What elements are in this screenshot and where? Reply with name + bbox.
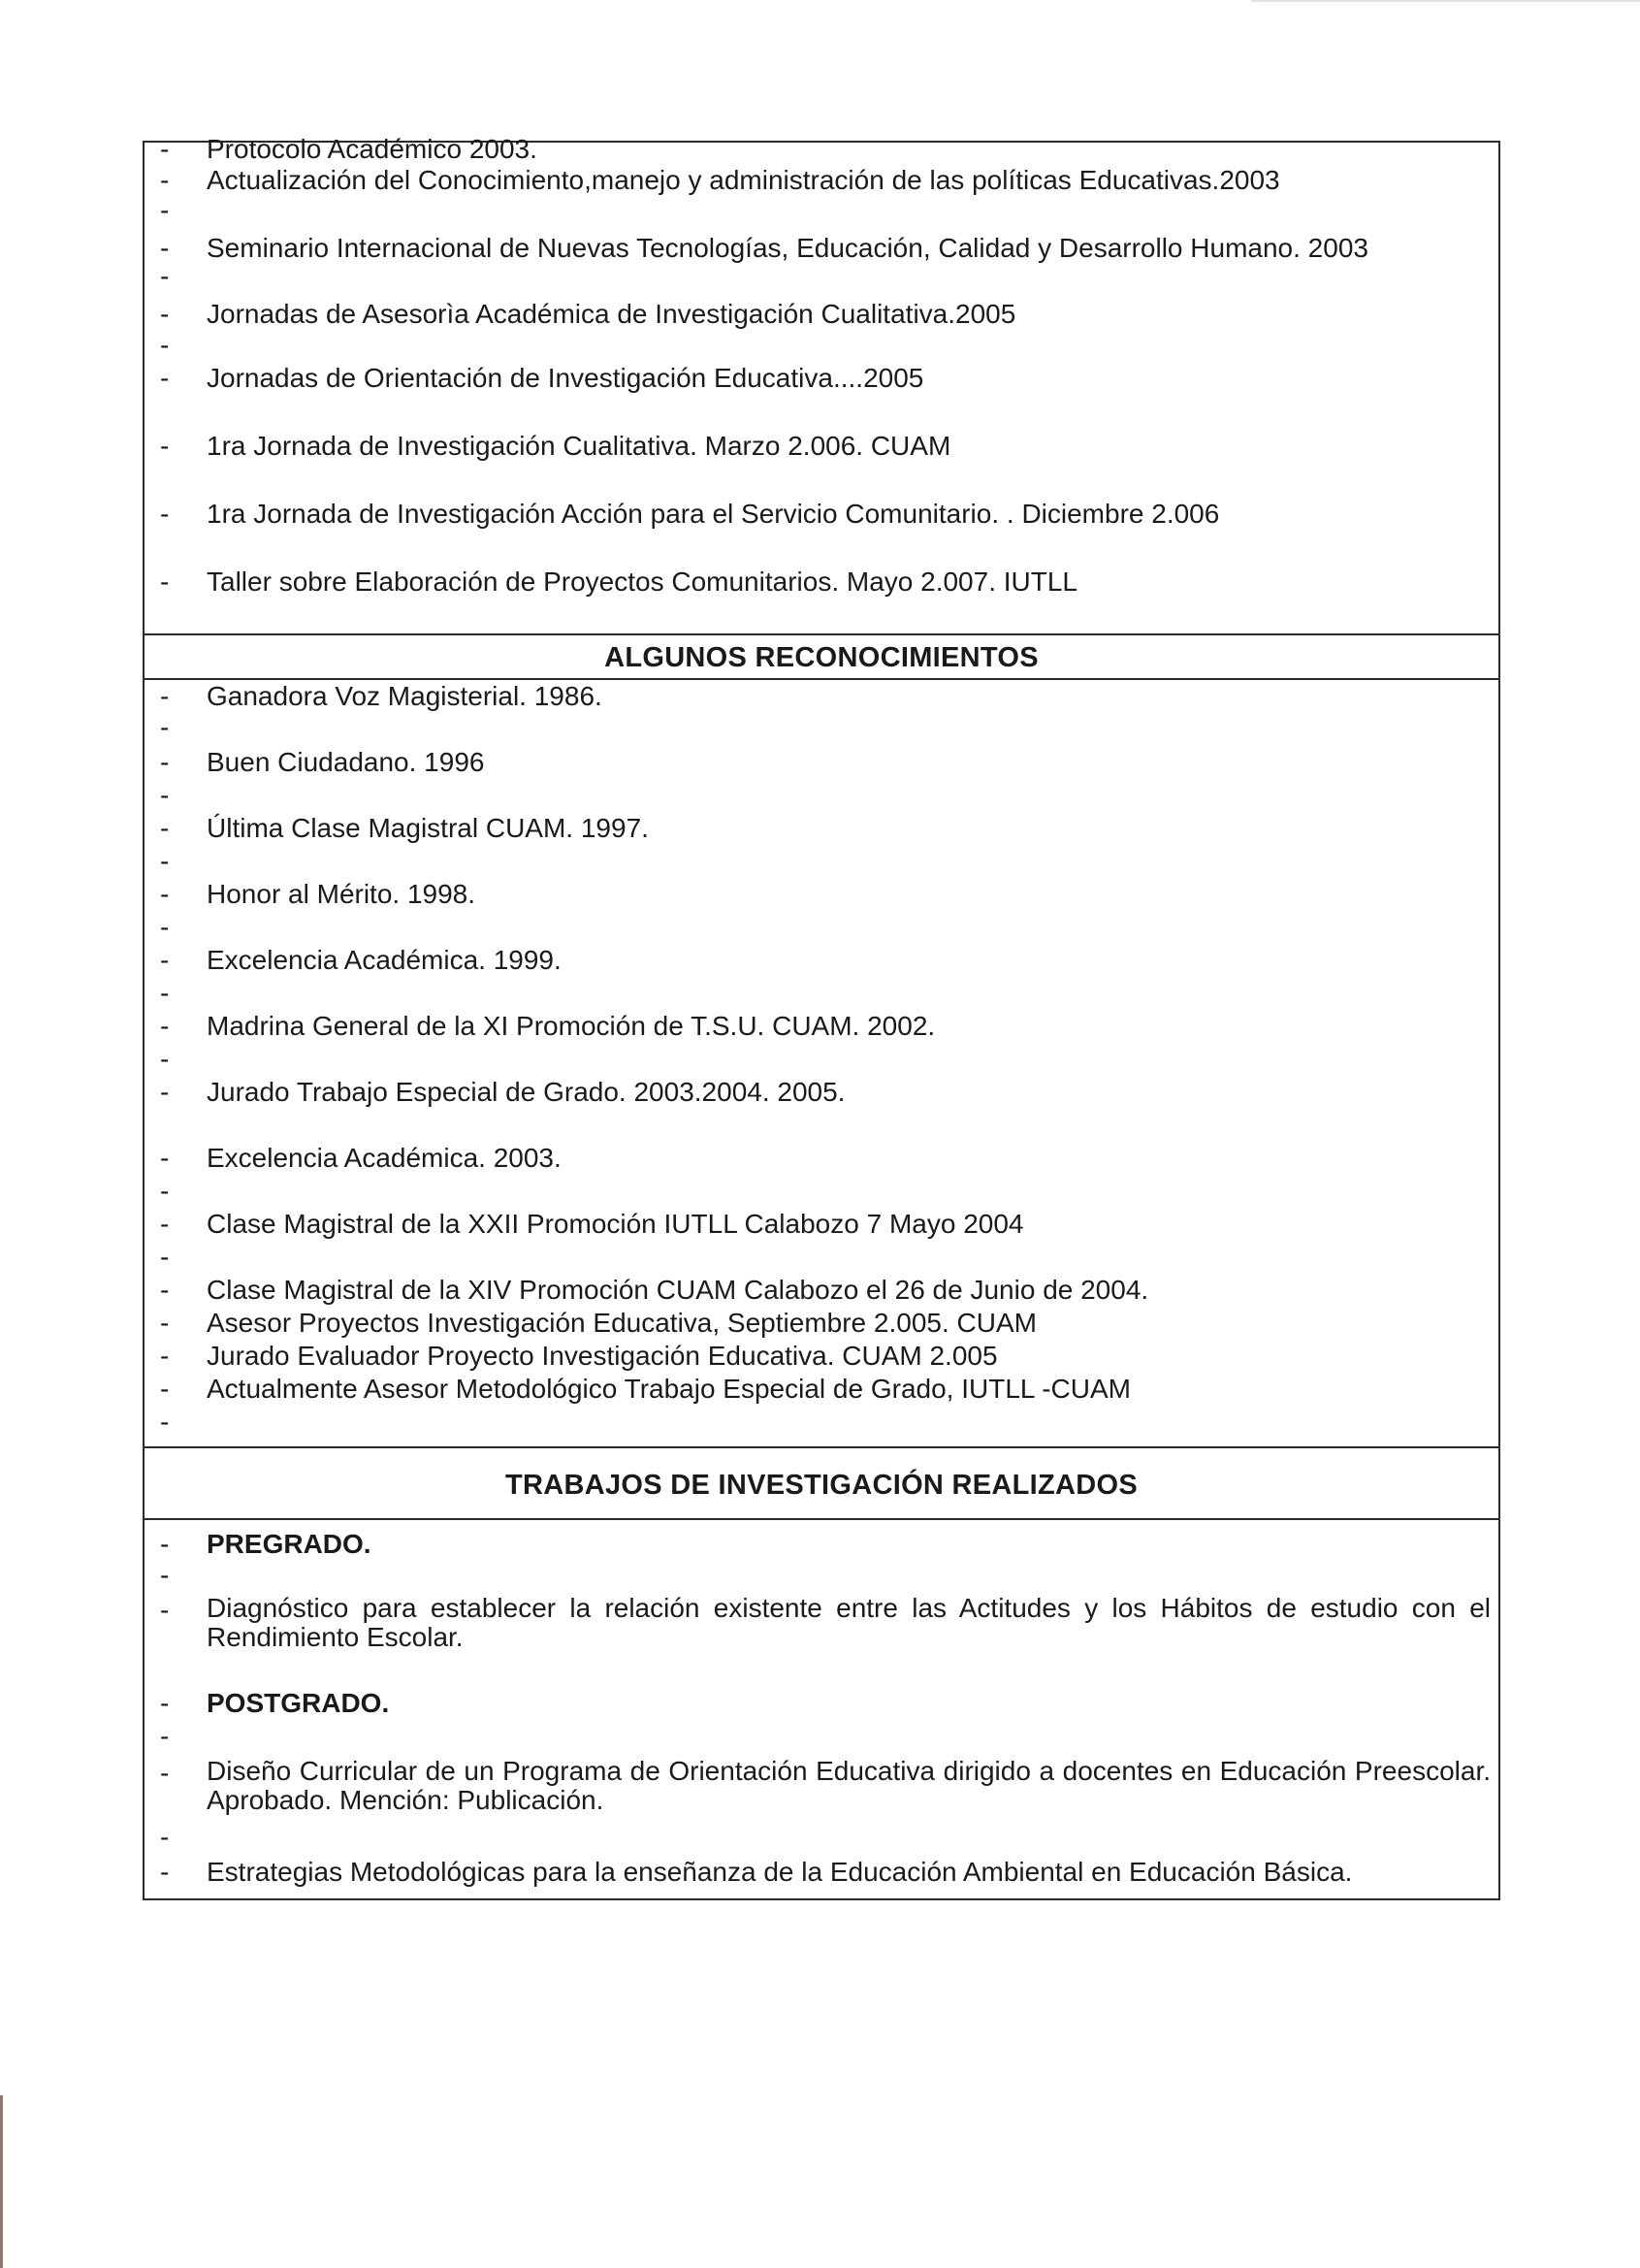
recognition-text: Excelencia Académica. 1999.	[207, 945, 562, 975]
bullet-dash: -	[160, 978, 170, 1008]
bullet-dash: -	[160, 1077, 170, 1107]
recognition-text: Madrina General de la XI Promoción de T.S.U. CUAM. 2002.	[207, 1011, 936, 1041]
bullet-dash: -	[160, 1209, 170, 1239]
scan-margin-mark	[0, 2095, 3, 2268]
recognitions-list	[145, 680, 1498, 1446]
cv-table	[143, 134, 1500, 1900]
recognitions-heading: ALGUNOS RECONOCIMIENTOS	[145, 633, 1498, 680]
undergrad-label: PREGRADO.	[207, 1529, 371, 1559]
bullet-dash: -	[160, 1176, 170, 1206]
bullet-dash: -	[160, 431, 170, 461]
bullet-dash: -	[160, 1044, 170, 1074]
bullet-dash: -	[160, 813, 170, 843]
course-text: 1ra Jornada de Investigación Acción para el Servicio Comunitario. . Diciembre 2.006	[207, 499, 1220, 529]
recognition-text: Clase Magistral de la XXII Promoción IUTLL Calabozo 7 Mayo 2004	[207, 1209, 1024, 1239]
course-text: 1ra Jornada de Investigación Cualitativa. Marzo 2.006. CUAM	[207, 431, 951, 461]
course-text: Protocolo Académico 2003.	[207, 134, 537, 164]
recognition-text: Buen Ciudadano. 1996	[207, 747, 485, 777]
recognition-text: Actualmente Asesor Metodológico Trabajo Especial de Grado, IUTLL -CUAM	[207, 1374, 1131, 1404]
course-text: Actualización del Conocimiento,manejo y administración de las políticas Educativas.2003	[207, 165, 1280, 195]
bullet-dash: -	[160, 1822, 170, 1852]
bullet-dash: -	[160, 330, 170, 360]
bullet-dash: -	[160, 1529, 170, 1559]
bullet-dash: -	[160, 299, 170, 329]
course-text: Jornadas de Orientación de Investigación Educativa....2005	[207, 363, 924, 393]
bullet-dash: -	[160, 1407, 170, 1437]
bullet-dash: -	[160, 233, 170, 263]
bullet-dash: -	[160, 1560, 170, 1590]
bullet-dash: -	[160, 1341, 170, 1371]
course-text: Jornadas de Asesorìa Académica de Investigación Cualitativa.2005	[207, 299, 1016, 329]
bullet-dash: -	[160, 567, 170, 597]
bullet-dash: -	[160, 1242, 170, 1272]
page-edge-rule	[1251, 0, 1640, 2]
bullet-dash: -	[160, 1308, 170, 1338]
recognition-text: Ganadora Voz Magisterial. 1986.	[207, 681, 602, 711]
research-heading: TRABAJOS DE INVESTIGACIÓN REALIZADOS	[145, 1446, 1498, 1520]
postgrad-label: POSTGRADO.	[207, 1688, 390, 1718]
bullet-dash: -	[160, 780, 170, 810]
bullet-dash: -	[160, 1595, 170, 1625]
bullet-dash: -	[160, 712, 170, 742]
bullet-dash: -	[160, 846, 170, 876]
bullet-dash: -	[160, 134, 170, 164]
bullet-dash: -	[160, 1857, 170, 1887]
bullet-dash: -	[160, 1721, 170, 1751]
research-work-text: Estrategias Metodológicas para la enseñanza de la Educación Ambiental en Educación Básica.	[207, 1857, 1353, 1887]
course-text: Taller sobre Elaboración de Proyectos Comunitarios. Mayo 2.007. IUTLL	[207, 567, 1077, 597]
recognition-text: Clase Magistral de la XIV Promoción CUAM Calabozo el 26 de Junio de 2004.	[207, 1275, 1149, 1305]
recognition-text: Jurado Trabajo Especial de Grado. 2003.2004. 2005.	[207, 1077, 846, 1107]
bullet-dash: -	[160, 1688, 170, 1718]
research-work-text: Diagnóstico para establecer la relación existente entre las Actitudes y los Hábitos de estudio con el Rendimiento Escolar.	[207, 1593, 1491, 1652]
bullet-dash: -	[160, 1011, 170, 1041]
bullet-dash: -	[160, 499, 170, 529]
research-section	[145, 1446, 1498, 1898]
recognition-text: Última Clase Magistral CUAM. 1997.	[207, 813, 649, 843]
bullet-dash: -	[160, 195, 170, 225]
research-work-text: Diseño Curricular de un Programa de Orientación Educativa dirigido a docentes en Educación Preescolar. Aprobado. Mención: Publicación.	[207, 1756, 1491, 1815]
bullet-dash: -	[160, 945, 170, 975]
courses-section	[145, 134, 1498, 633]
research-list	[145, 1520, 1498, 1898]
recognition-text: Jurado Evaluador Proyecto Investigación Educativa. CUAM 2.005	[207, 1341, 998, 1371]
bullet-dash: -	[160, 681, 170, 711]
bullet-dash: -	[160, 912, 170, 942]
bullet-dash: -	[160, 1758, 170, 1788]
bullet-dash: -	[160, 165, 170, 195]
bullet-dash: -	[160, 261, 170, 291]
bullet-dash: -	[160, 1374, 170, 1404]
bullet-dash: -	[160, 879, 170, 909]
recognitions-section	[145, 633, 1498, 1446]
course-text: Seminario Internacional de Nuevas Tecnologías, Educación, Calidad y Desarrollo Humano. 2003	[207, 233, 1368, 263]
recognition-text: Honor al Mérito. 1998.	[207, 879, 476, 909]
bullet-dash: -	[160, 1143, 170, 1173]
recognition-text: Asesor Proyectos Investigación Educativa, Septiembre 2.005. CUAM	[207, 1308, 1037, 1338]
bullet-dash: -	[160, 747, 170, 777]
bullet-dash: -	[160, 363, 170, 393]
recognition-text: Excelencia Académica. 2003.	[207, 1143, 562, 1173]
bullet-dash: -	[160, 1275, 170, 1305]
